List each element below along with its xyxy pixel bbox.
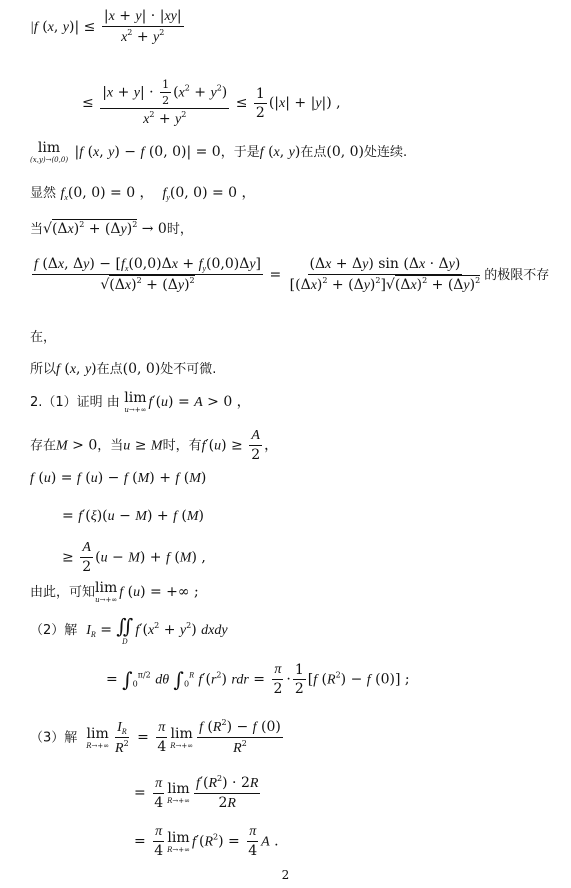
eq-line-13: ≥ $\frac{A}{2}$ (u − M) + f (M) , [62, 540, 206, 575]
part3-step2: = $\frac{\pi}{4}$ lim R→+∞ $\frac{f'(R^2) \cdot 2R}{2R}$ [134, 774, 259, 811]
text-line-zai: 在， [30, 330, 57, 345]
ineq-line-2: ≤ |x + y| · $\frac{1}{2}$ $(x^2 + y^2)$ $x^2 + y^2$ ≤ $\frac{1}{2}$ (|x| + |y|) , [82, 78, 341, 127]
problem2-start: 2.（1）证明 由 lim u→+∞ f′(u) = A > 0 ， [30, 390, 251, 414]
partials-line: 显然 $f_x(0$, 0) = 0 ， $f_y(0$, 0) = 0 ， [30, 185, 256, 202]
part3-line: （3）解 lim R→+∞ $\frac{I_R}{R^2}$ = $\frac{\pi}{4}$ lim R→+∞ $\frac{f (R^2) - f (0)}{R^2}$ [30, 718, 281, 756]
part2-eval-line: = $\int_0^{\pi/2}$ dθ $\int_0^R$ $f'(r^2)$ rdr = $\frac{\pi}{2}$ · $\frac{1}{2}$ [f $(R^2) - f$ (0)] ; [106, 662, 410, 697]
eq-line-12: = f′(ξ)(u − M) + f (M) [62, 508, 205, 524]
part3-step3: = $\frac{\pi}{4}$ lim R→+∞ $f'(R^2)$ = $\frac{\pi}{4}$ A . [134, 824, 279, 859]
conclusion-line: 由此，可知 lim u→+∞ f (u) = +∞ ; [30, 580, 199, 604]
page-number: 2 [281, 868, 290, 882]
when-line: 当$√(\Delta x)^2 + (\Delta y)^2 \to 0$时， [30, 220, 193, 237]
continuity-line: lim (x,y)→(0,0) |f (x, y) − f (0, 0)| = 0，于是f (x, y)在点(0, 0)处连续. [30, 140, 408, 164]
not-differentiable-line: 所以f (x, y)在点(0, 0)处不可微. [30, 361, 217, 377]
eq-line-11: f (u) = f (u) − f (M) + f (M) [30, 470, 207, 486]
limit-fraction-line: $\frac{f (\Delta x, \Delta y) - [f_x(0,0)\Delta x + f_y(0,0)\Delta y]}{√(\Delta x)^2 + (\Delta y)^2}$ = $\frac{(\Delta x + \Delta y) \sin (\Delta x \cdot \Delta y)}{[(\Delta x)^2 + (\Delta y)^2]√(\Delta x)^2 + (\Delta y)^2}$ 的极限不存 [34, 256, 550, 293]
ineq-line-1: |f (x, y)| ≤ $\frac{|x + y| \cdot |xy|}{x^2 + y^2}$ [30, 8, 182, 45]
exists-line: 存在M > 0，当u ≥ M时，有f′(u) ≥ $\frac{A}{2}$ ， [30, 428, 279, 463]
part2-line: （2）解 $I_R$ = ∬ D $f'(x^2 + y^2)$ dxdy [30, 614, 228, 646]
